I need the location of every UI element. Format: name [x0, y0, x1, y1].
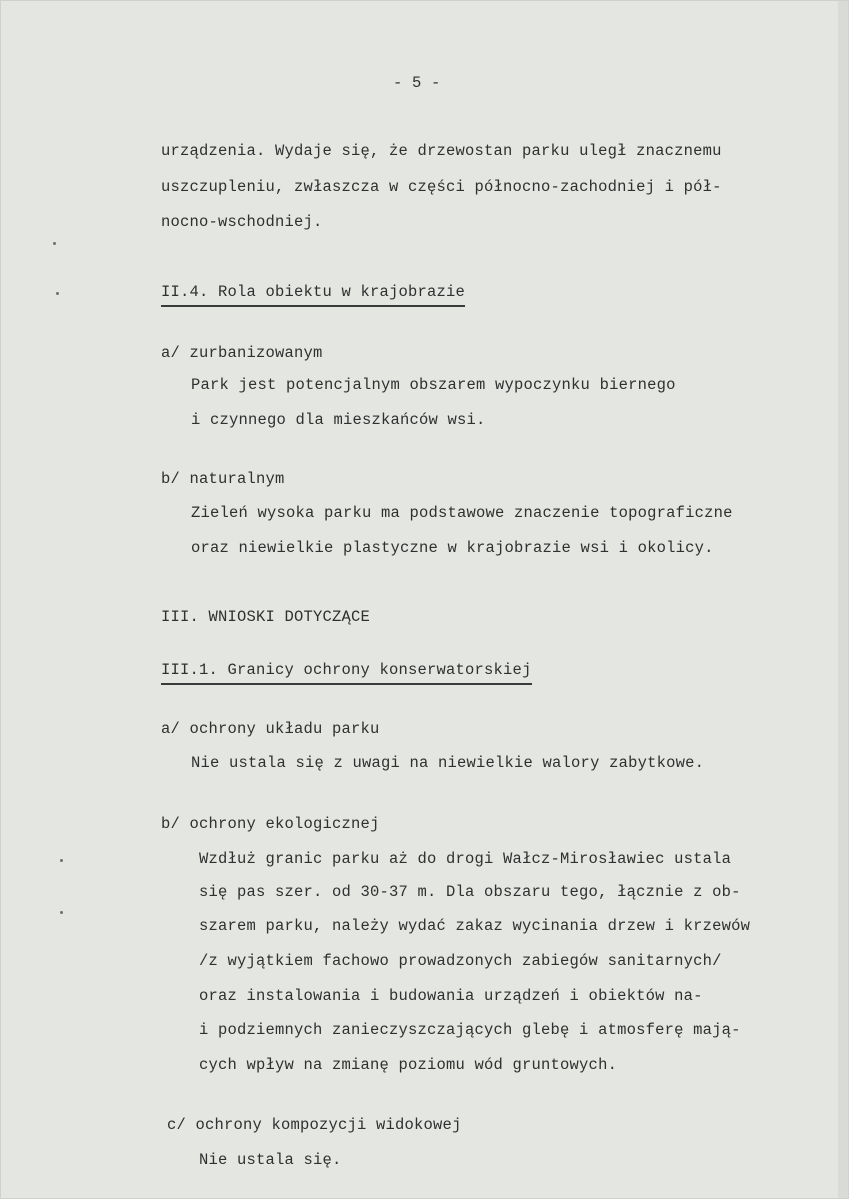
text-line-3: nocno-wschodniej. — [161, 213, 323, 231]
item-b-text-1: Zieleń wysoka parku ma podstawowe znaczenie topograficzne — [191, 504, 733, 522]
page-edge-shadow — [838, 1, 848, 1198]
item-d-text-1: Wzdłuż granic parku aż do drogi Wałcz-Mirosławiec ustala — [199, 850, 732, 868]
item-d-text-4: /z wyjątkiem fachowo prowadzonych zabiegów sanitarnych/ — [199, 952, 722, 970]
item-d-text-7: cych wpływ na zmianę poziomu wód gruntowych. — [199, 1056, 618, 1074]
margin-speck — [56, 292, 59, 295]
item-d-label: b/ ochrony ekologicznej — [161, 815, 380, 833]
item-e-label: c/ ochrony kompozycji widokowej — [167, 1116, 462, 1134]
item-d-text-6: i podziemnych zanieczyszczających glebę i atmosferę mają- — [199, 1021, 741, 1039]
item-d-text-5: oraz instalowania i budowania urządzeń i obiektów na- — [199, 987, 703, 1005]
item-a-text-1: Park jest potencjalnym obszarem wypoczynku biernego — [191, 376, 676, 394]
page-number: - 5 - — [393, 74, 441, 92]
item-c-label: a/ ochrony układu parku — [161, 720, 380, 738]
item-c-text-1: Nie ustala się z uwagi na niewielkie walory zabytkowe. — [191, 754, 705, 772]
text-line-1: urządzenia. Wydaje się, że drzewostan parku uległ znacznemu — [161, 142, 722, 160]
section-heading-ii-4: II.4. Rola obiektu w krajobrazie — [161, 282, 465, 307]
margin-speck — [60, 859, 63, 862]
item-b-label: b/ naturalnym — [161, 470, 285, 488]
item-d-text-3: szarem parku, należy wydać zakaz wycinania drzew i krzewów — [199, 917, 751, 935]
item-a-text-2: i czynnego dla mieszkańców wsi. — [191, 411, 486, 429]
item-e-text-1: Nie ustala się. — [199, 1151, 342, 1169]
section-heading-iii: III. WNIOSKI DOTYCZĄCE — [161, 608, 371, 626]
section-heading-iii-1: III.1. Granicy ochrony konserwatorskiej — [161, 660, 532, 685]
item-a-label: a/ zurbanizowanym — [161, 344, 323, 362]
item-d-text-2: się pas szer. od 30-37 m. Dla obszaru tego, łącznie z ob- — [199, 883, 741, 901]
item-b-text-2: oraz niewielkie plastyczne w krajobrazie wsi i okolicy. — [191, 539, 714, 557]
margin-speck — [60, 911, 63, 914]
margin-speck — [53, 242, 56, 245]
text-line-2: uszczupleniu, zwłaszcza w części północno-zachodniej i pół- — [161, 178, 722, 196]
